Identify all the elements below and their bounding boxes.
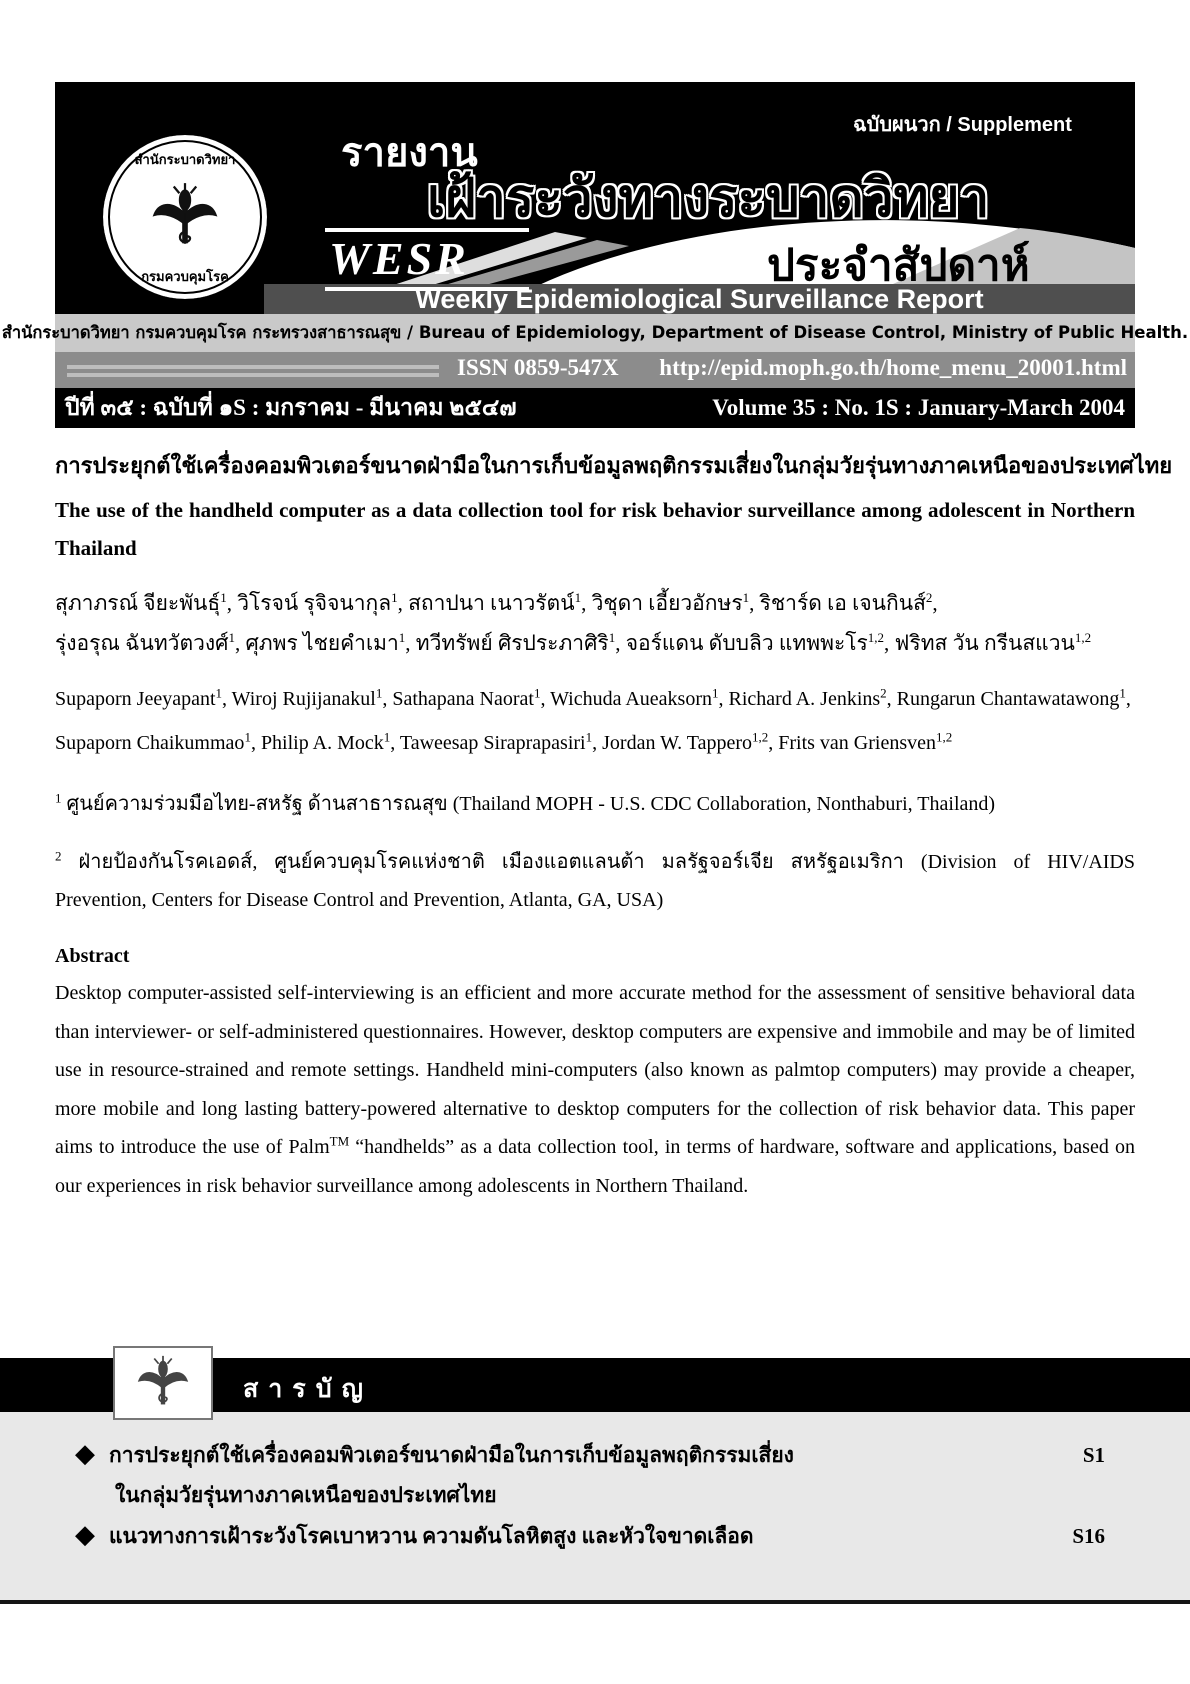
seal-bottom-text: กรมควบคุมโรค — [141, 270, 229, 285]
article — [55, 448, 1173, 1205]
volume-band — [55, 388, 1135, 428]
supplement-label: ฉบับผนวก / Supplement — [853, 114, 1072, 136]
volume-info-thai: ปีที่ ๓๕ : ฉบับที่ ๑S : มกราคม - มีนาคม ๒๕๔๗ — [65, 395, 517, 420]
caduceus-torch-icon — [149, 182, 221, 254]
volume-info-english: Volume 35 : No. 1S : January-March 2004 — [712, 395, 1125, 420]
contents-title: สารบัญ — [243, 1374, 373, 1403]
authors-thai — [55, 583, 1135, 663]
decorative-rule-lines — [67, 365, 439, 381]
seal-top-text: สำนักระบาดวิทยา — [134, 153, 236, 168]
contents-item-1-text: การประยุกต์ใช้เครื่องคอมพิวเตอร์ขนาดฝ่ามือในการเก็บข้อมูลพฤติกรรมเสี่ยง — [109, 1443, 794, 1467]
caduceus-torch-icon — [135, 1353, 191, 1413]
article-title-english: The use of the handheld computer as a data collection tool for risk behavior surveillance among adolescent in Northern Thailand — [55, 498, 1135, 560]
issn-number: ISSN 0859-547X — [457, 355, 619, 380]
contents-panel — [0, 1412, 1190, 1604]
masthead — [1, 82, 1189, 428]
affiliation-1: $^1$ ศูนย์ความร่วมมือไทย-สหรัฐ ด้านสาธารณสุข (Thailand MOPH - U.S. CDC Collaboration, Nonthaburi, Thailand) — [55, 790, 996, 815]
bureau-seal — [100, 132, 270, 302]
wesr-logotype: WESR — [325, 228, 529, 291]
authors-thai-line-2: รุ่งอรุณ ฉันทวัตวงศ์$^1$, ศุภพร ไชยคำเมา$^1$, ทวีทรัพย์ ศิรประภาศิริ$^1$, จอร์แดน ดับบลิว แทพพะโร$^{1,2}$, ฟริทส วัน กรีนสแวน$^{1,2}$ — [55, 630, 1092, 655]
article-title-thai: การประยุกต์ใช้เครื่องคอมพิวเตอร์ขนาดฝ่ามือในการเก็บข้อมูลพฤติกรรมเสี่ยงในกลุ่มวัยรุ่นทางภาคเหนือของประเทศไทย — [55, 453, 1173, 478]
trademark-superscript: TM — [329, 1133, 350, 1149]
report-word-thai: รายงาน — [341, 130, 478, 176]
abstract-heading: Abstract — [55, 945, 130, 967]
authors-thai-line-1: สุภาภรณ์ จียะพันธุ์$^1$, วิโรจน์ รุจิจนากุล$^1$, สถาปนา เนาวรัตน์$^1$, วิชุดา เอี้ยวอักษร$^1$, ริชาร์ด เอ เจนกินส์$^2$, — [55, 590, 938, 615]
contents-item-1 — [75, 1434, 1105, 1475]
authors-english — [55, 677, 1135, 765]
contents-logo-box — [113, 1346, 213, 1420]
bureau-strip-label: สำนักระบาดวิทยา กรมควบคุมโรค กระทรวงสาธารณสุข / Bureau of Epidemiology, Department of Disease Control, Ministry of Public Health. — [1, 323, 1189, 342]
affiliation-2: $^2$ ฝ่ายป้องกันโรคเอดส์, ศูนย์ควบคุมโรคแห่งชาติ เมืองแอตแลนต้า มลรัฐจอร์เจีย สหรัฐอเมริกา (Division of HIV/AIDS Prevention, Centers for Disease Control and Prevention, Atlanta, GA, USA) — [55, 848, 1135, 911]
contents-item-1-page: S1 — [1082, 1443, 1105, 1467]
diamond-bullet-icon: ◆ — [75, 1520, 95, 1550]
authors-english-line-2: Supaporn Chaikummao$^1$, Philip A. Mock$^1$, Taweesap Siraprapasiri$^1$, Jordan W. Tappero$^{1,2}$, Frits van Griensven$^{1,2}$ — [55, 729, 953, 754]
masthead-title-thai: เฝ้าระวังทางระบาดวิทยา — [427, 168, 990, 229]
website-url: http://epid.moph.go.th/home_menu_20001.html — [659, 355, 1127, 380]
authors-english-line-1: Supaporn Jeeyapant$^1$, Wiroj Rujijanakul$^1$, Sathapana Naorat$^1$, Wichuda Aueaksorn$^1$, Richard A. Jenkins$^2$, Rungarun Chantawatawong$^1$, — [55, 685, 1131, 710]
contents-item-1-text-continued: ในกลุ่มวัยรุ่นทางภาคเหนือของประเทศไทย — [115, 1483, 497, 1507]
bureau-strip — [1, 314, 1189, 352]
masthead-weekly-thai: ประจำสัปดาห์ — [767, 240, 1030, 291]
contents-item-2-text: แนวทางการเฝ้าระวังโรคเบาหวาน ความดันโลหิตสูง และหัวใจขาดเลือด — [109, 1524, 754, 1548]
issn-band — [55, 352, 1135, 388]
contents-item-2 — [75, 1515, 1105, 1556]
weekly-report-bar-label: Weekly Epidemiological Surveillance Report — [415, 283, 984, 314]
contents-item-2-page: S16 — [1072, 1524, 1105, 1548]
abstract-text: Desktop computer-assisted self-interviewing is an efficient and more accurate method for the assessment of sensitive behavioral data than interviewer- or self-administered questionnaires. However, desktop computers are expensive and immobile and may be of limited use in resource-strained and remote settings. Handheld mini-computers (also known as palmtop computers) may provide a cheaper, more mobile and long lasting battery-powered alternative to desktop computers for the collection of risk behavior data. This paper aims to introduce the use of Palm™ “handhelds” as a data collection tool, in terms of hardware, software and applications, based on our experiences in risk behavior surveillance among adolescents in Northern Thailand. — [55, 982, 1135, 1197]
diamond-bullet-icon: ◆ — [75, 1439, 95, 1469]
